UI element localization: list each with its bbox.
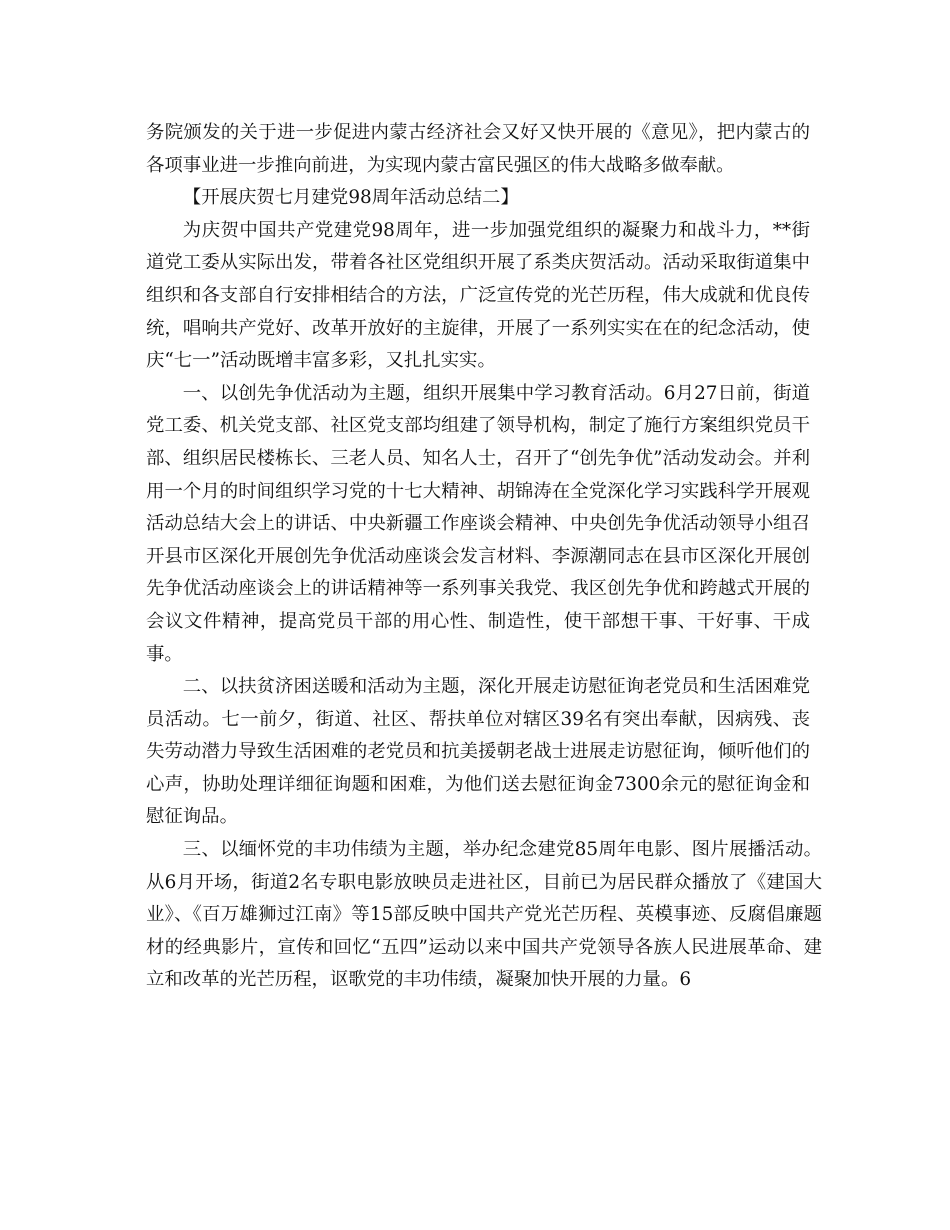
paragraph-continuation: 务院颁发的关于进一步促进内蒙古经济社会又好又快开展的《意见》，把内蒙古的各项事业进一步推向前进，为实现内蒙古富民强区的伟大战略多做奉献。 <box>146 122 810 176</box>
paragraph-item-3: 三、以缅怀党的丰功伟绩为主题，举办纪念建党85周年电影、图片展播活动。从6月开场，街道2名专职电影放映员走进社区，目前已为居民群众播放了《建国大业》、《百万雄狮过江南》等15部反映中国共产党光芒历程、英模事迹、反腐倡廉题材的经典影片，宣传和回忆“五四”运动以来中国共产党领导各族人民进展革命、建立和改革的光芒历程，讴歌党的丰功伟绩，凝聚加快开展的力量。6 <box>146 839 822 991</box>
paragraph-item-1: 一、以创先争优活动为主题，组织开展集中学习教育活动。6月27日前，街道党工委、机关党支部、社区党支部均组建了领导机构，制定了施行方案组织党员干部、组织居民楼栋长、三老人员、知名人士，召开了“创先争优”活动发动会。并利用一个月的时间组织学习党的十七大精神、胡锦涛在全党深化学习实践科学开展观活动总结大会上的讲话、中央新疆工作座谈会精神、中央创先争优活动领导小组召开县市区深化开展创先争优活动座谈会发言材料、李源潮同志在县市区深化开展创先争优活动座谈会上的讲话精神等一系列事关我党、我区创先争优和跨越式开展的会议文件精神，提高党员干部的用心性、制造性，使干部想干事、干好事、干成事。 <box>146 382 810 665</box>
paragraph-item-2: 二、以扶贫济困送暖和活动为主题，深化开展走访慰征询老党员和生活困难党员活动。七一前夕，街道、社区、帮扶单位对辖区39名有突出奉献，因病残、丧失劳动潜力导致生活困难的老党员和抗美援朝老战士进展走访慰征询，倾听他们的心声，协助处理详细征询题和困难，为他们送去慰征询金7300余元的慰征询金和慰征询品。 <box>146 676 810 828</box>
document-body <box>146 117 822 997</box>
section-heading: 【开展庆贺七月建党98周年活动总结二】 <box>182 187 519 209</box>
paragraph-intro: 为庆贺中国共产党建党98周年，进一步加强党组织的凝聚力和战斗力，**街道党工委从实际出发，带着各社区党组织开展了系类庆贺活动。活动采取街道集中组织和各支部自行安排相结合的方法，广泛宣传党的光芒历程，伟大成就和优良传统，唱响共产党好、改革开放好的主旋律，开展了一系列实实在在的纪念活动，使庆“七一”活动既增丰富多彩，又扎扎实实。 <box>146 219 810 372</box>
